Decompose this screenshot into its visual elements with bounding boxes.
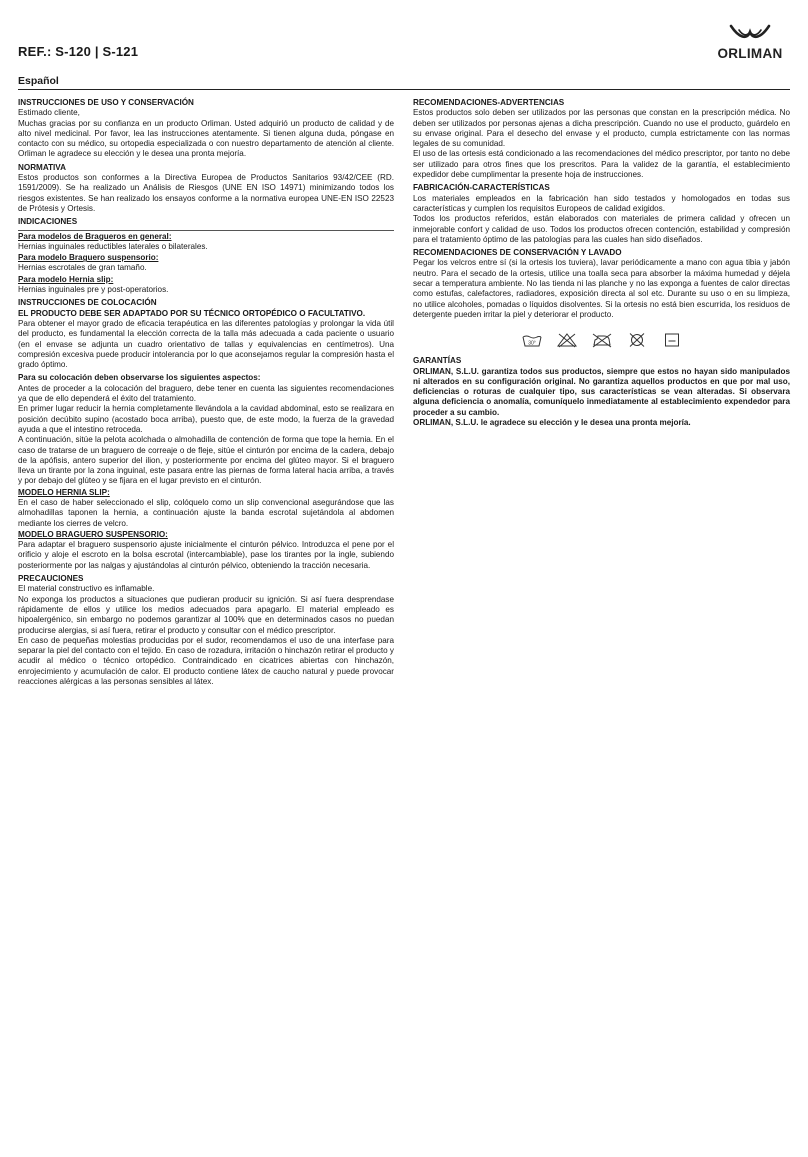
aspectos-p3: A continuación, sitúe la pelota acolchada o almohadilla de contención de forma que tope la hernia. En el caso de tratarse de un braguero de correaje o de fleje, sitúe el cinturón por encima de la cadera, debajo de la apófisis, antero superior del ilion, y posteriormente por encima del glúteo mayor. Si el braguero lleva un tirante por la zona inguinal, este pasara entre las piernas de forma lateral hacia arriba, a través y por debajo del glúteo y se fijara en el lugar previsto en el cinturón.	[18, 435, 394, 486]
slip-body: En el caso de haber seleccionado el slip, colóquelo como un slip convencional asegurándose que las almohadillas taponen la hernia, a continuación ajuste la banda escrotal sujetándola al abdomen mediante los cierres de velcro.	[18, 497, 394, 528]
header-divider	[18, 89, 790, 90]
ind-general-title: Para modelos de Bragueros en general:	[18, 231, 172, 241]
section-title-precauciones: PRECAUCIONES	[18, 574, 84, 584]
precauciones-p2: No exponga los productos a situaciones que pudieran producir su ignición. Si así fuera desprendase rápidamente de ellos y utilice los medios adecuados para apagarlo. El material empleado es hipoalergénico, sin embargo no podemos garantizar al 100% que en determinados casos no puedan producirse alergias, si así fuera, retirar el producto y consultar con el médico prescriptor.	[18, 594, 394, 635]
right-column	[413, 98, 790, 428]
fabricacion-p2: Todos los productos referidos, están elaborados con materiales de primera calidad y ofrecen un inmejorable confort y calidad de uso. Todos los productos ofrecen contención, estabilidad y compresión para el tratamiento óptimo de las patologías para las cuales han sido diseñados.	[413, 214, 790, 244]
normativa-body: Estos productos son conformes a la Directiva Europea de Productos Sanitarios 93/42/CEE (RD. 1591/2009). Se ha realizado un Análisis de Riesgos (UNE EN ISO 14971) minimizando todos los riesgos existentes. Se han realizado los ensayos conforme a la normativa europea UNE-EN ISO 22523 de Prótesis y Ortesis.	[18, 173, 394, 213]
no-iron-icon	[591, 332, 613, 348]
garantias-p1: ORLIMAN, S.L.U. garantiza todos sus productos, siempre que estos no hayan sido manipulados ni alterados en su configuración original. No garantiza aquellos productos en que por mal uso, deficiencias o roturas de cualquier tipo, sus características se vean alteradas. Si observara alguna deficiencia o anomalía, comuníquelo inmediatamente al establecimiento expendedor para proceder a su cambio.	[413, 366, 790, 417]
slip-title: MODELO HERNIA SLIP:	[18, 487, 110, 497]
orliman-logo-icon	[727, 22, 773, 44]
care-symbols	[413, 332, 790, 348]
section-title-recomendaciones: RECOMENDACIONES-ADVERTENCIAS	[413, 98, 565, 107]
precauciones-p3: En caso de pequeñas molestias producidas por el sudor, recomendamos el uso de una interfase para separar la piel del contacto con el tejido. En caso de rozadura, irritación o hinchazón retirar el producto y acudir al médico o técnico ortopédico. Contraindicado en cicatrices abiertas con hinchazón, enrojecimiento y acumulación de calor. El producto contiene látex de caucho natural y puede provocar reacciones alérgicas a las personas sensibles al látex.	[18, 635, 394, 687]
colocacion-body: Para obtener el mayor grado de eficacia terapéutica en las diferentes patologías y prolongar la vida útil del producto, es fundamental la elección correcta de la talla más adecuada a cada paciente o usuario (en el envase se adjunta un cuadro orientativo de tallas y equivalencias en centímetros). Una compresión excesiva puede producir intolerancia por lo que aconsejamos regular la compresión hasta el grado óptimo.	[18, 318, 394, 370]
ind-slip-title: Para modelo Hernia slip:	[18, 274, 114, 284]
hand-wash-icon	[521, 332, 543, 348]
left-column	[18, 98, 394, 687]
ind-slip-body: Hernias inguinales pre y post-operatorios.	[18, 285, 169, 295]
section-title-colocacion: INSTRUCCIONES DE COLOCACIÓN	[18, 298, 157, 308]
recomendaciones-p2: El uso de las ortesis está condicionado a las recomendaciones del médico prescriptor, por tanto no debe ser utilizado para otros fines que los prescritos. Para la validez de la garantía, el establecimiento expedidor debe cumplimentar la presente hoja de instrucciones.	[413, 149, 790, 180]
ind-general-body: Hernias inguinales reductibles laterales o bilaterales.	[18, 241, 208, 251]
fabricacion-p1: Los materiales empleados en la fabricación han sido testados y homologados en todas sus características y cumplen los requisitos Europeos de calidad exigidos.	[413, 193, 790, 213]
susp-title: MODELO BRAGUERO SUSPENSORIO:	[18, 529, 168, 539]
section-title-uso: INSTRUCCIONES DE USO Y CONSERVACIÓN	[18, 98, 194, 107]
reference-code: REF.: S-120 | S-121	[18, 44, 139, 59]
wash-temp-label: 30°	[527, 340, 536, 347]
section-title-normativa: NORMATIVA	[18, 162, 66, 172]
no-bleach-icon	[556, 332, 578, 348]
section-divider	[18, 230, 394, 231]
recomendaciones-p1: Estos productos solo deben ser utilizados por las personas que constan en la prescripción médica. No deben ser utilizados por personas ajenas a dicha prescripción. Cuando no use el producto, guárdelo en su envase original. Para el desecho del envase y el producto, cumpla estrictamente con las normas legales de su comunidad.	[413, 108, 790, 149]
conservacion-body: Pegar los velcros entre sí (si la ortesis los tuviera), lavar periódicamente a mano con agua tibia y jabón neutro. Para el secado de la ortesis, utilice una toalla seca para absorber la máxima humedad y déjela secar a temperatura ambiente. No las tienda ni las planche y no las exponga a fuentes de calor directas como estufas, calefactores, radiadores, exposición directa al sol etc. Durante su uso o en su limpieza, no utilice alcoholes, pomadas o líquidos disolventes. Si la ortesis no está bien escurrida, los residuos de detergente pueden irritar la piel y deteriorar el producto.	[413, 258, 790, 319]
precauciones-p1: El material constructivo es inflamable.	[18, 584, 155, 594]
page-header	[18, 0, 790, 90]
aspectos-p1: Antes de proceder a la colocación del braguero, debe tener en cuenta las siguientes recomendaciones ya que de ello dependerá el éxito del tratamiento.	[18, 383, 394, 404]
uso-body: Muchas gracias por su confianza en un producto Orliman. Usted adquirió un producto de calidad y de alto nivel medicinal. Por favor, lea las instrucciones atentamente. Si tienen alguna duda, póngase en contacto con su médico, su ortopedia especializada o con nuestro departamento de atención al cliente. Orliman le agradece su elección y le desea una pronta mejoría.	[18, 118, 394, 159]
ind-susp-body: Hernias escrotales de gran tamaño.	[18, 263, 147, 273]
section-title-conservacion: RECOMENDACIONES DE CONSERVACIÓN Y LAVADO	[413, 248, 622, 258]
greeting: Estimado cliente,	[18, 108, 80, 118]
no-tumble-dry-icon	[661, 332, 683, 348]
colocacion-subtitle: EL PRODUCTO DEBE SER ADAPTADO POR SU TÉCNICO ORTOPÉDICO O FACULTATIVO.	[18, 308, 366, 318]
section-title-indicaciones: INDICACIONES	[18, 217, 78, 227]
language-label: Español	[18, 75, 59, 87]
brand-name: ORLIMAN	[717, 46, 783, 61]
aspectos-title: Para su colocación deben observarse los siguientes aspectos:	[18, 373, 261, 383]
no-dry-clean-icon	[626, 332, 648, 348]
aspectos-p2: En primer lugar reducir la hernia completamente llevándola a la cavidad abdominal, esto se realizara en posición decúbito supino (acostado boca arriba), puesto que, de este modo, la fuerza de la gravedad ayuda a que el intestino retroceda.	[18, 404, 394, 434]
section-title-fabricacion: FABRICACIÓN-CARACTERÍSTICAS	[413, 183, 550, 193]
ind-susp-title: Para modelo Braguero suspensorio:	[18, 253, 159, 263]
susp-body: Para adaptar el braguero suspensorio ajuste inicialmente el cinturón pélvico. Introduzca el pene por el orificio y aloje el escroto en la bolsa escrotal (intercambiable), pase los tirantes por la ingle, subiendo posteriormente por las nalgas y ajustándolas al cinturón pélvico, obteniendo la tracción necesaria.	[18, 540, 394, 570]
brand-logo	[710, 22, 790, 61]
section-title-garantias: GARANTÍAS	[413, 356, 462, 366]
garantias-p2: ORLIMAN, S.L.U. le agradece su elección y le desea una pronta mejoría.	[413, 418, 691, 428]
